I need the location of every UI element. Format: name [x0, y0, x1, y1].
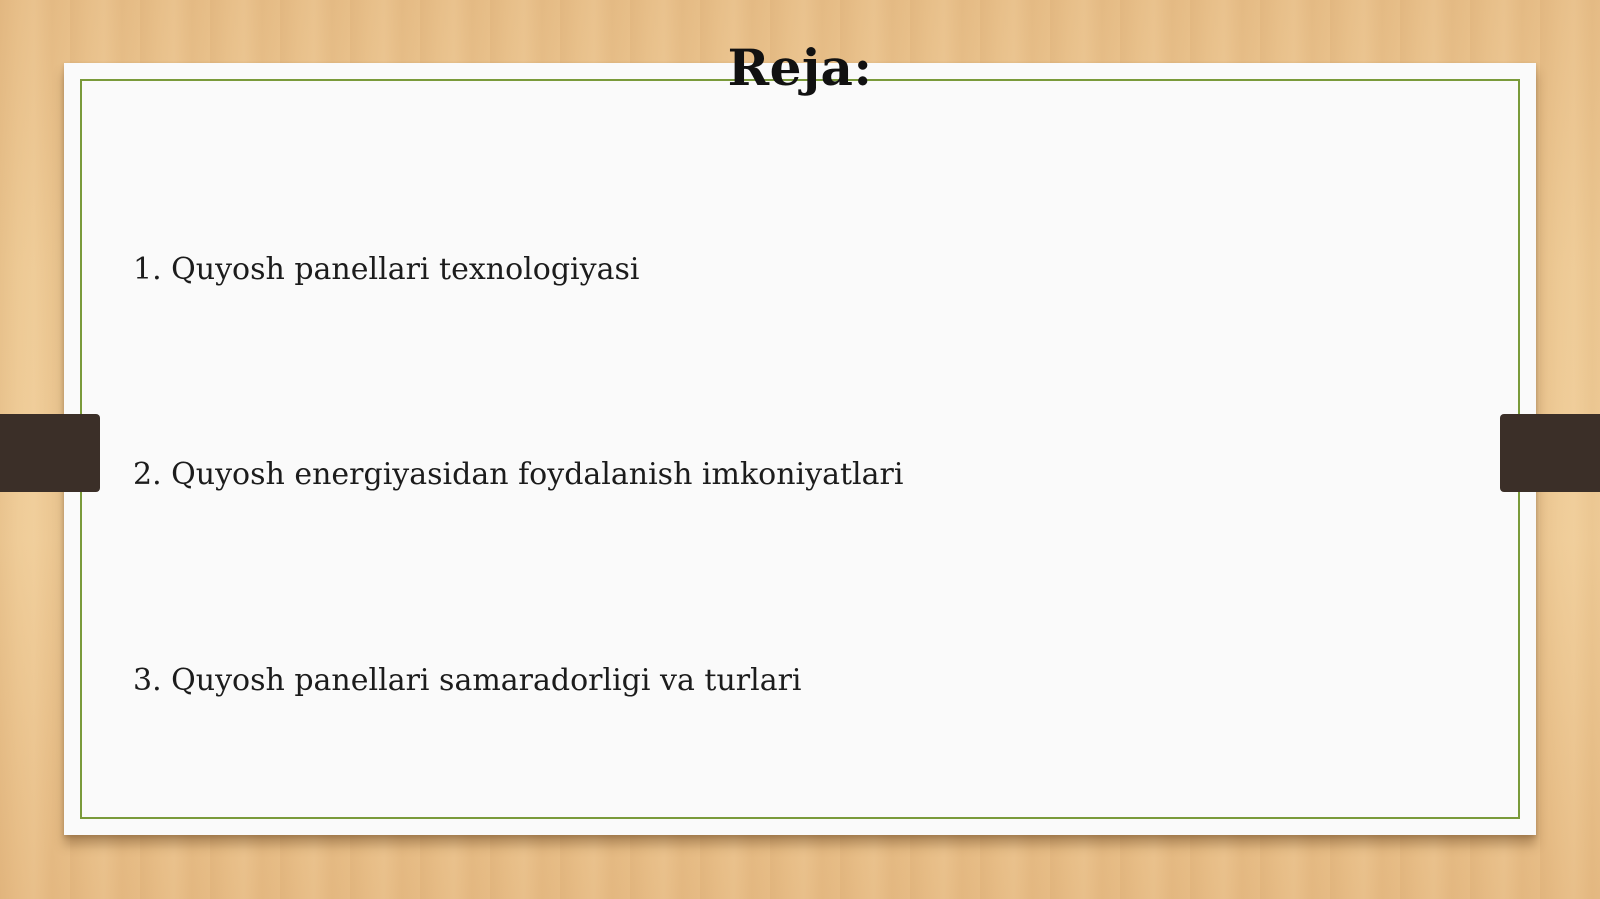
- slide-card: [64, 63, 1536, 835]
- slide-title: Reja:: [727, 38, 873, 97]
- slide-frame-border: [80, 79, 1520, 819]
- right-binder-clip: [1500, 414, 1600, 492]
- plan-item-1: 1. Quyosh panellari texnologiyasi: [133, 252, 640, 287]
- left-binder-clip: [0, 414, 100, 492]
- plan-item-2: 2. Quyosh energiyasidan foydalanish imkoniyatlari: [133, 457, 904, 492]
- plan-item-3: 3. Quyosh panellari samaradorligi va turlari: [133, 663, 802, 698]
